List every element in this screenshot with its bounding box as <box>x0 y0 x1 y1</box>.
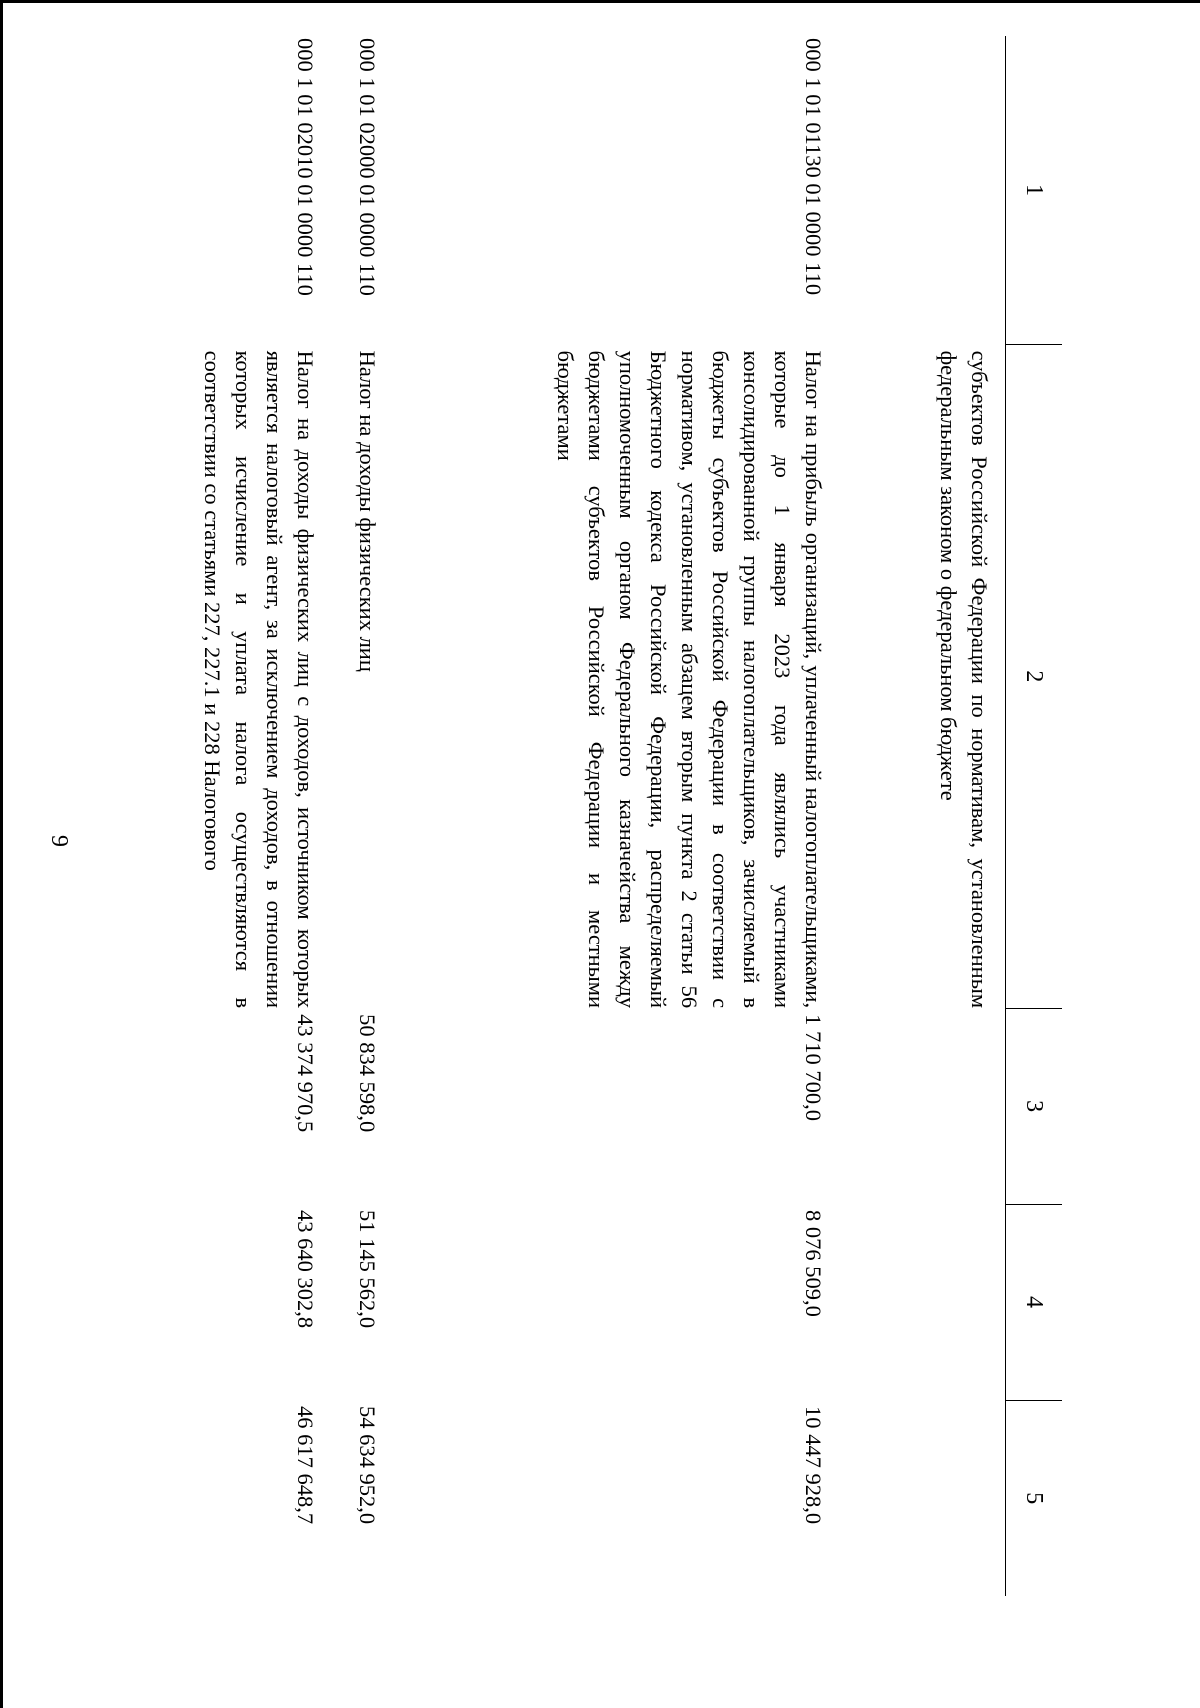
row-name: субъектов Российской Федерации по нормативам, установленным федеральным законом о федеральном бюджете <box>936 350 992 1009</box>
row-code: 000 1 01 01130 01 0000 110 <box>801 38 826 296</box>
row-code: 000 1 01 02000 01 0000 110 <box>355 38 380 296</box>
row-value-col-3: 1 710 700,0 <box>801 1014 826 1121</box>
row-name: Налог на прибыль организаций, уплаченный налогоплательщиками, которые до 1 января 2023 года являлись участниками консолидированной группы налогоплательщиков, зачисляемый в бюджеты субъектов Российской Федерации в соответствии с нормативом, установленным абзацем вторым пункта 2 статьи 56 Бюджетного кодекса Российской Федерации, распределяемый уполномоченным органом Федерального казначейства между бюджетами субъектов Российской Федерации и местными бюджетами <box>553 350 826 1009</box>
row-name: Налог на доходы физических лиц <box>355 350 380 672</box>
scan-edge-top <box>0 0 1200 3</box>
row-value-col-4: 43 640 302,8 <box>293 1210 318 1329</box>
row-value-col-5: 10 447 928,0 <box>801 1406 826 1525</box>
table-header-row <box>1006 36 1063 1596</box>
row-value-col-5 <box>845 1400 1006 1596</box>
row-value-col-5: 54 634 952,0 <box>355 1406 380 1525</box>
row-value-col-4: 51 145 562,0 <box>355 1210 380 1329</box>
row-code <box>845 36 1006 345</box>
document-page <box>162 36 1062 1596</box>
row-value-col-3: 43 374 970,5 <box>293 1014 318 1133</box>
revenue-table <box>197 36 1062 1596</box>
row-name: Налог на доходы физических лиц с доходов, источником которых является налоговый агент, за исключением доходов, в отношении которых исчисление и уплата налога осуществляются в соответствии со статьями 227, 227.1 и 228 Налогового <box>200 350 318 1009</box>
table-row <box>351 36 413 1596</box>
header-col-4: 4 <box>1006 1204 1063 1400</box>
table-row <box>197 36 351 1596</box>
header-col-5: 5 <box>1006 1400 1063 1596</box>
row-value-col-3 <box>845 1008 1006 1204</box>
header-col-2: 2 <box>1006 345 1063 1009</box>
table-row <box>845 36 1006 1596</box>
row-value-col-4: 8 076 509,0 <box>801 1210 826 1317</box>
table-row <box>413 36 845 1596</box>
row-value-col-3: 50 834 598,0 <box>355 1014 380 1133</box>
page-number: 9 <box>46 835 72 847</box>
header-col-1: 1 <box>1006 36 1063 345</box>
row-value-col-4 <box>845 1204 1006 1400</box>
header-col-3: 3 <box>1006 1008 1063 1204</box>
row-value-col-5: 46 617 648,7 <box>293 1406 318 1525</box>
row-code: 000 1 01 02010 01 0000 110 <box>293 38 318 296</box>
scan-edge-left <box>0 0 3 1708</box>
